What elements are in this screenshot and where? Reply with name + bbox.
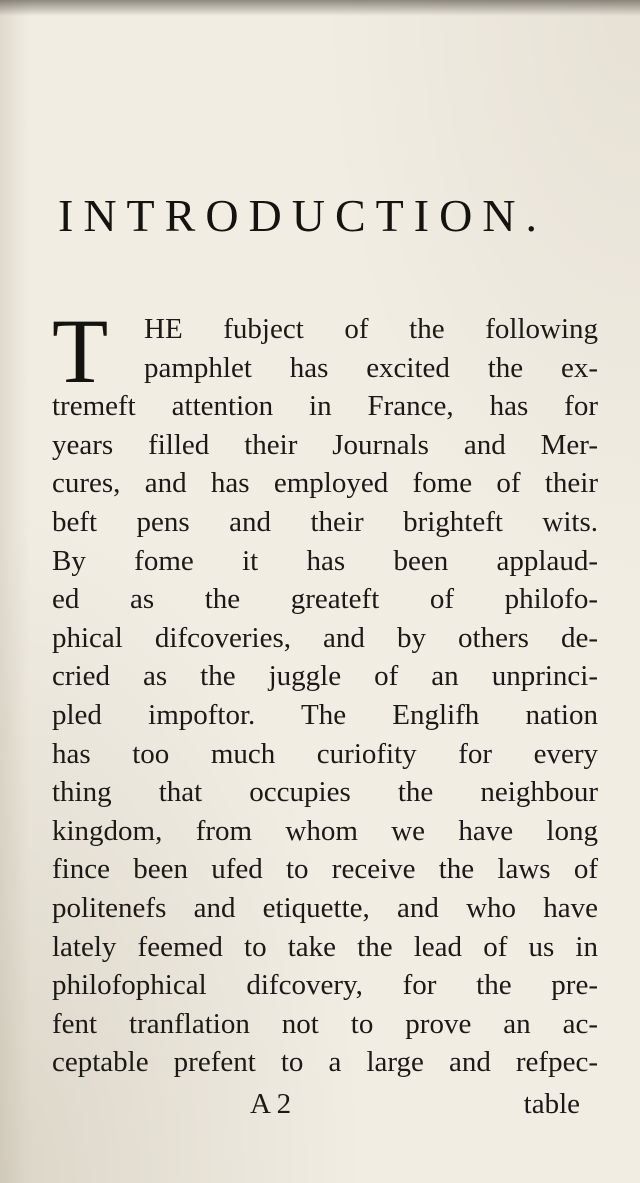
text-line: tremeft attention in France, has for (52, 390, 598, 423)
text-line: HE fubject of the following (144, 313, 598, 345)
page-edge-shadow (0, 0, 640, 16)
text-line: fent tranflation not to prove an ac- (52, 1007, 598, 1040)
text-line: politenefs and etiquette, and who have (52, 891, 598, 924)
drop-cap: T (52, 300, 109, 402)
body-text (52, 300, 598, 1082)
text-line: kingdom, from whom we have long (52, 814, 598, 847)
text-line: philofophical difcovery, for the pre- (52, 969, 598, 1002)
text-line: ceptable prefent to a large and refpec- (52, 1046, 598, 1079)
text-line: has too much curiofity for every (52, 737, 598, 770)
signature-mark: A 2 (250, 1088, 292, 1120)
text-line: phical difcoveries, and by others de- (52, 621, 598, 654)
text-line: cried as the juggle of an unprinci- (52, 660, 598, 693)
text-line: lately feemed to take the lead of us in (52, 930, 598, 963)
text-line: years filled their Journals and Mer- (52, 428, 598, 461)
text-line: cures, and has employed fome of their (52, 467, 598, 500)
catchword: table (523, 1088, 580, 1120)
text-line: thing that occupies the neighbour (52, 776, 598, 809)
chapter-heading: INTRODUCTION. (58, 190, 548, 241)
text-line: ed as the greateft of philofo- (52, 583, 598, 616)
text-line: pled impoftor. The Englifh nation (52, 698, 598, 731)
text-line: beft pens and their brighteft wits. (52, 505, 598, 538)
text-line: fince been ufed to receive the laws of (52, 853, 598, 886)
text-line: pamphlet has excited the ex- (144, 351, 598, 384)
text-line: By fome it has been applaud- (52, 544, 598, 577)
